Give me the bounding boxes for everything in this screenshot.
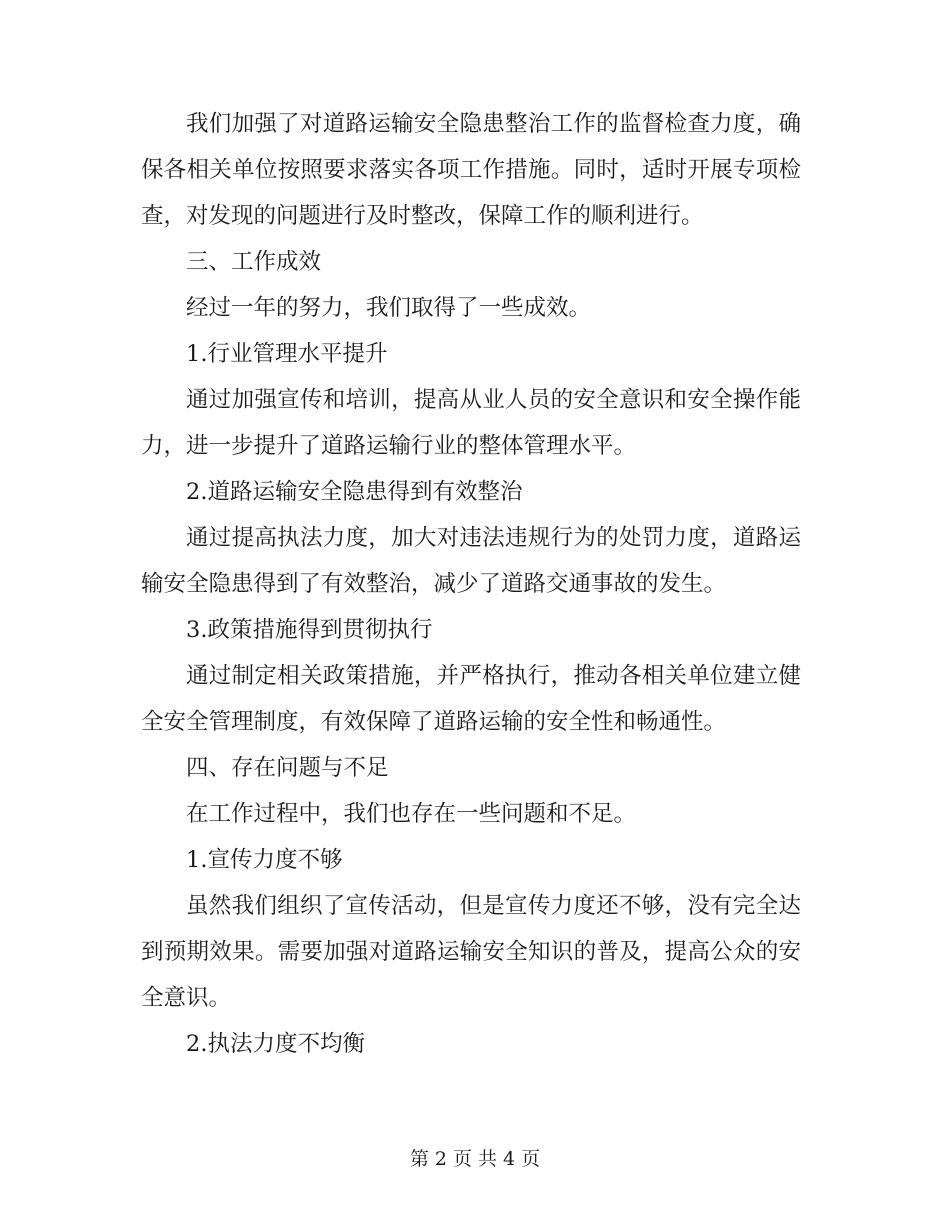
page-footer xyxy=(0,1146,950,1172)
paragraph-supervision: 我们加强了对道路运输安全隐患整治工作的监督检查力度，确保各相关单位按照要求落实各项工作措施。同时，适时开展专项检查，对发现的问题进行及时整改，保障工作的顺利进行。 xyxy=(141,111,801,229)
subheading-hazard-rectification: 2.道路运输安全隐患得到有效整治 xyxy=(186,479,523,505)
paragraph-problems-intro: 在工作过程中，我们也存在一些问题和不足。 xyxy=(186,801,637,827)
paragraph-hazard-rectification: 通过提高执法力度，加大对违法违规行为的处罚力度，道路运输安全隐患得到了有效整治，减少了道路交通事故的发生。 xyxy=(141,525,801,597)
section-heading-problems: 四、存在问题与不足 xyxy=(186,755,389,781)
subheading-enforcement: 2.执法力度不均衡 xyxy=(186,1031,365,1057)
subheading-policy-implementation: 3.政策措施得到贯彻执行 xyxy=(186,617,433,643)
paragraph-results-intro: 经过一年的努力，我们取得了一些成效。 xyxy=(186,295,592,321)
section-heading-results: 三、工作成效 xyxy=(186,249,322,275)
paragraph-management-level: 通过加强宣传和培训，提高从业人员的安全意识和安全操作能力，进一步提升了道路运输行业的整体管理水平。 xyxy=(141,387,801,459)
page-number: 第 2 页 共 4 页 xyxy=(409,1148,541,1170)
subheading-publicity: 1.宣传力度不够 xyxy=(186,847,343,873)
paragraph-publicity: 虽然我们组织了宣传活动，但是宣传力度还不够，没有完全达到预期效果。需要加强对道路运输安全知识的普及，提高公众的安全意识。 xyxy=(141,893,801,1011)
document-body xyxy=(141,101,801,1067)
paragraph-policy-implementation: 通过制定相关政策措施，并严格执行，推动各相关单位建立健全安全管理制度，有效保障了道路运输的安全性和畅通性。 xyxy=(141,663,801,735)
subheading-management-level: 1.行业管理水平提升 xyxy=(186,341,388,367)
